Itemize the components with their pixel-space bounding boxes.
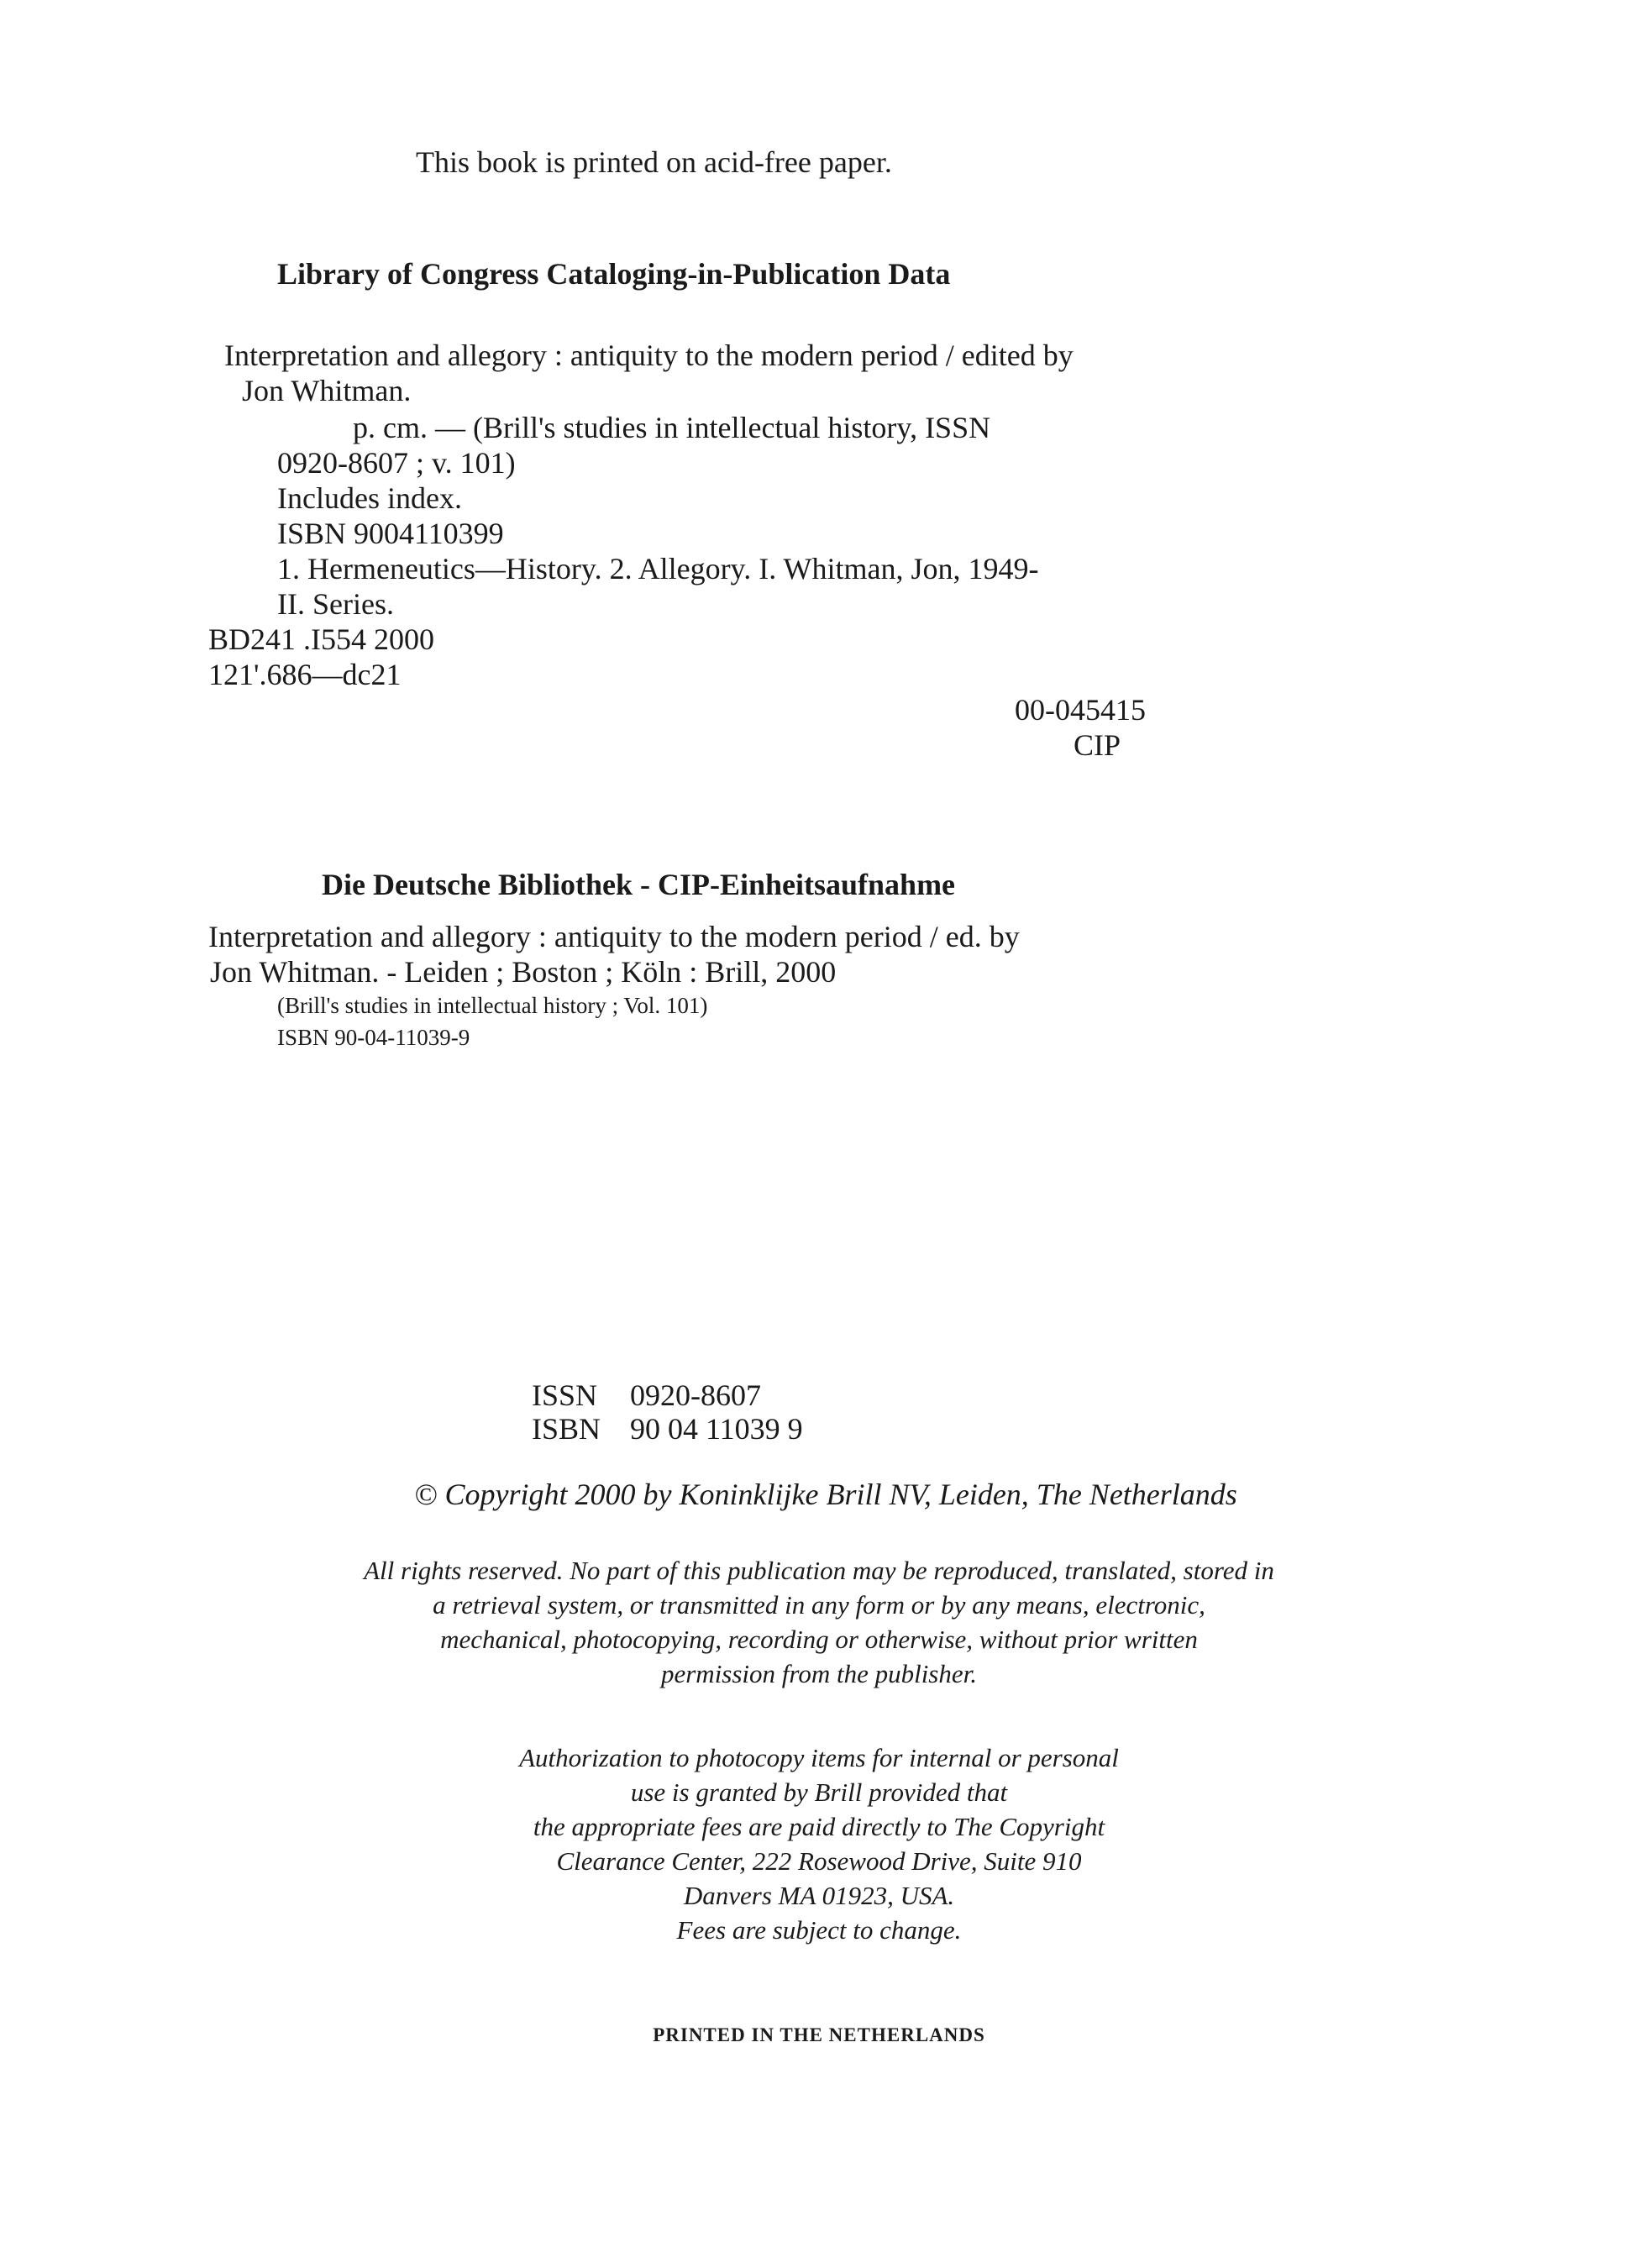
lc-cip-line: ISBN 9004110399 (277, 517, 504, 550)
db-cip-isbn: ISBN 90-04-11039-9 (277, 1025, 470, 1050)
lc-cip-line: 1. Hermeneutics—History. 2. Allegory. I. Whitman, Jon, 1949- (277, 552, 1039, 585)
lc-cip-line: Jon Whitman. (242, 374, 412, 407)
authorization-line: use is granted by Brill provided that (630, 1777, 1008, 1807)
db-cip-heading: Die Deutsche Bibliothek - CIP-Einheitsaufnahme (322, 868, 956, 901)
lc-cip-label: CIP (1074, 728, 1121, 762)
lc-cip-heading: Library of Congress Cataloging-in-Publication Data (277, 257, 951, 291)
lc-cip-line: p. cm. — (Brill's studies in intellectual history, ISSN (353, 411, 991, 444)
lc-cip-line: BD241 .I554 2000 (208, 622, 434, 656)
authorization-line: Danvers MA 01923, USA. (683, 1881, 955, 1910)
authorization-line: Fees are subject to change. (676, 1915, 962, 1945)
lc-cip-line: II. Series. (277, 587, 394, 621)
lc-cip-line: Interpretation and allegory : antiquity to the modern period / edited by (224, 339, 1074, 372)
authorization-line: the appropriate fees are paid directly to The Copyright (533, 1812, 1105, 1841)
lc-control-number: 00-045415 (1015, 693, 1146, 727)
rights-line: a retrieval system, or transmitted in any form or by any means, electronic, (433, 1590, 1205, 1620)
authorization-line: Clearance Center, 222 Rosewood Drive, Suite 910 (556, 1846, 1082, 1876)
authorization-line: Authorization to photocopy items for internal or personal (519, 1743, 1119, 1772)
rights-line: permission from the publisher. (660, 1659, 978, 1688)
copyright-notice: © Copyright 2000 by Koninklijke Brill NV, Leiden, The Netherlands (414, 1478, 1237, 1511)
issn-value: 0920-8607 (630, 1378, 761, 1412)
printed-in-notice: PRINTED IN THE NETHERLANDS (653, 2024, 985, 2045)
issn-label: ISSN (532, 1378, 598, 1412)
db-cip-line: Jon Whitman. - Leiden ; Boston ; Köln : Brill, 2000 (210, 955, 837, 989)
isbn-label: ISBN (532, 1412, 601, 1446)
lc-cip-line: 0920-8607 ; v. 101) (277, 446, 516, 480)
lc-cip-line: 121'.686—dc21 (208, 658, 402, 691)
lc-cip-line: Includes index. (277, 481, 462, 515)
isbn-value: 90 04 11039 9 (630, 1412, 803, 1446)
rights-line: mechanical, photocopying, recording or otherwise, without prior written (440, 1625, 1198, 1654)
rights-line: All rights reserved. No part of this publication may be reproduced, translated, stored in (364, 1556, 1274, 1585)
acid-free-note: This book is printed on acid-free paper. (416, 145, 892, 179)
db-cip-series: (Brill's studies in intellectual history ; Vol. 101) (277, 993, 708, 1018)
db-cip-line: Interpretation and allegory : antiquity to the modern period / ed. by (208, 920, 1020, 953)
